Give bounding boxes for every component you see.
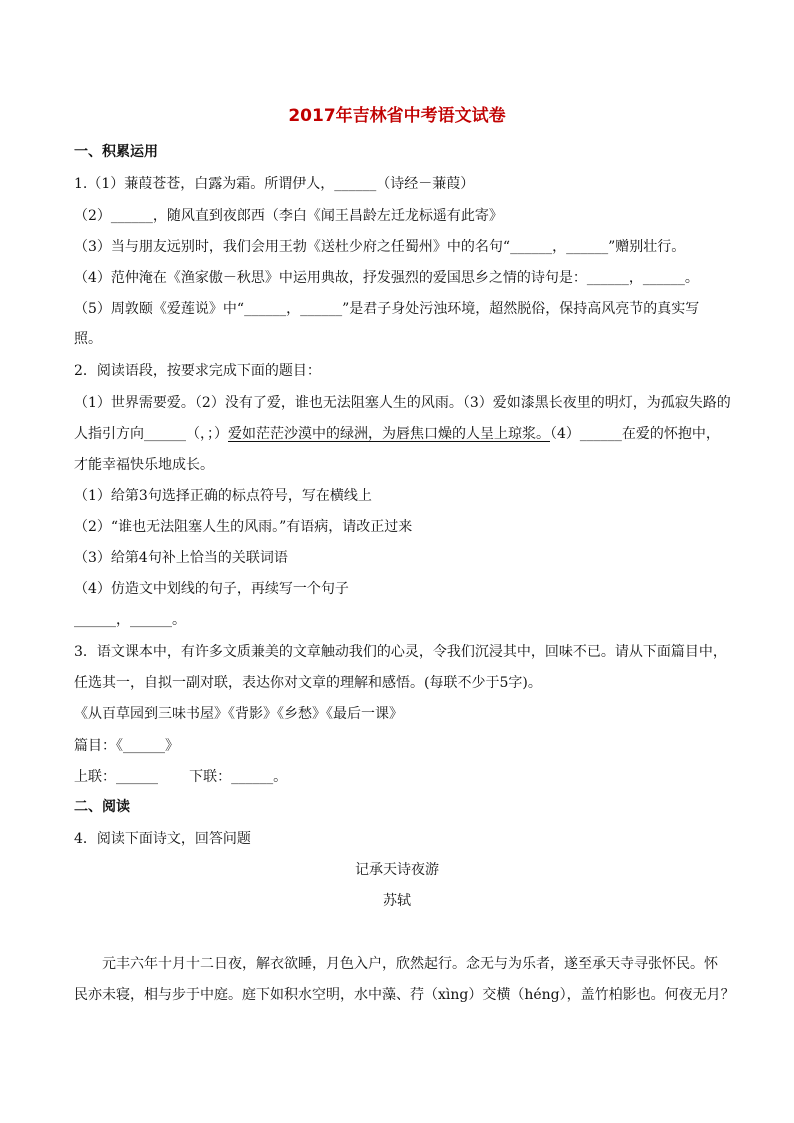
q3-titles-list: 《从百草园到三味书屋》《背影》《乡愁》《最后一课》 [74, 706, 403, 722]
q2-passage-line-1: （1）世界需要爱。（2）没有了爱，谁也无法阻塞人生的风雨。（3）爱如漆黑长夜里的明灯，为孤寂失路的 [74, 395, 731, 411]
poem-text-line-1: 元丰六年十月十二日夜，解衣欲睡，月色入户，欣然起行。念无与为乐者，遂至承天寺寻张怀民。怀 [102, 956, 718, 972]
q3-couplet-blanks: 上联：______ 下联：______。 [74, 769, 288, 785]
q2-answer-blank: ______，______。 [74, 612, 186, 628]
q2-sub-1: （1）给第3句选择正确的标点符号，写在横线上 [74, 488, 372, 504]
q2-sub-3: （3）给第4句补上恰当的关联词语 [74, 550, 288, 566]
q3-title-blank: 篇目：《______》 [74, 738, 179, 754]
poem-title: 记承天诗夜游 [355, 862, 439, 878]
section-heading-1: 一、积累运用 [74, 144, 158, 160]
q2-sub-2: （2）“谁也无法阻塞人生的风雨。”有语病，请改正过来 [74, 519, 413, 535]
q1-line-2: （2）______，随风直到夜郎西（李白《闻王昌龄左迁龙标遥有此寄》 [74, 208, 503, 224]
page-title: 2017年吉林省中考语文试卷 [288, 106, 506, 126]
q2-passage-part-b: （4）______在爱的怀抱中， [550, 426, 720, 442]
q2-passage-part-a: 人指引方向______（，；） [74, 426, 228, 442]
underlined-sentence: 爱如茫茫沙漠中的绿洲，为唇焦口燥的人呈上琼浆。 [228, 426, 550, 442]
q1-line-3: （3）当与朋友远别时，我们会用王勃《送杜少府之任蜀州》中的名句“______，______”赠别壮行。 [74, 239, 686, 255]
q2-intro: 2．阅读语段，按要求完成下面的题目： [74, 363, 321, 379]
poem-text-line-2: 民亦未寝，相与步于中庭。庭下如积水空明，水中藻、荇（xìng）交横（héng），盖竹柏影也。何夜无月？ [74, 987, 735, 1003]
poem-author: 苏轼 [383, 893, 411, 909]
q1-line-1: 1.（1）蒹葭苍苍，白露为霜。所谓伊人，______（诗经－蒹葭） [74, 176, 475, 192]
q4-intro: 4．阅读下面诗文，回答问题 [74, 831, 251, 847]
q3-line-2: 任选其一，自拟一副对联，表达你对文章的理解和感悟。(每联不少于5字)。 [74, 675, 542, 691]
q2-passage-line-2 [74, 424, 720, 444]
section-heading-2: 二、阅读 [74, 799, 130, 815]
q3-line-1: 3．语文课本中，有许多文质兼美的文章触动我们的心灵，令我们沉浸其中，回味不已。请从下面篇目中， [74, 644, 727, 660]
q2-sub-4: （4）仿造文中划线的句子，再续写一个句子 [74, 581, 349, 597]
q1-line-6: 照。 [74, 331, 102, 347]
q1-line-4: （4）范仲淹在《渔家傲－秋思》中运用典故，抒发强烈的爱国思乡之情的诗句是：______，______。 [74, 270, 699, 286]
q2-passage-line-3: 才能幸福快乐地成长。 [74, 457, 214, 473]
q1-line-5: （5）周敦颐《爱莲说》中“______，______”是君子身处污浊环境，超然脱俗，保持高风亮节的真实写 [74, 301, 700, 317]
